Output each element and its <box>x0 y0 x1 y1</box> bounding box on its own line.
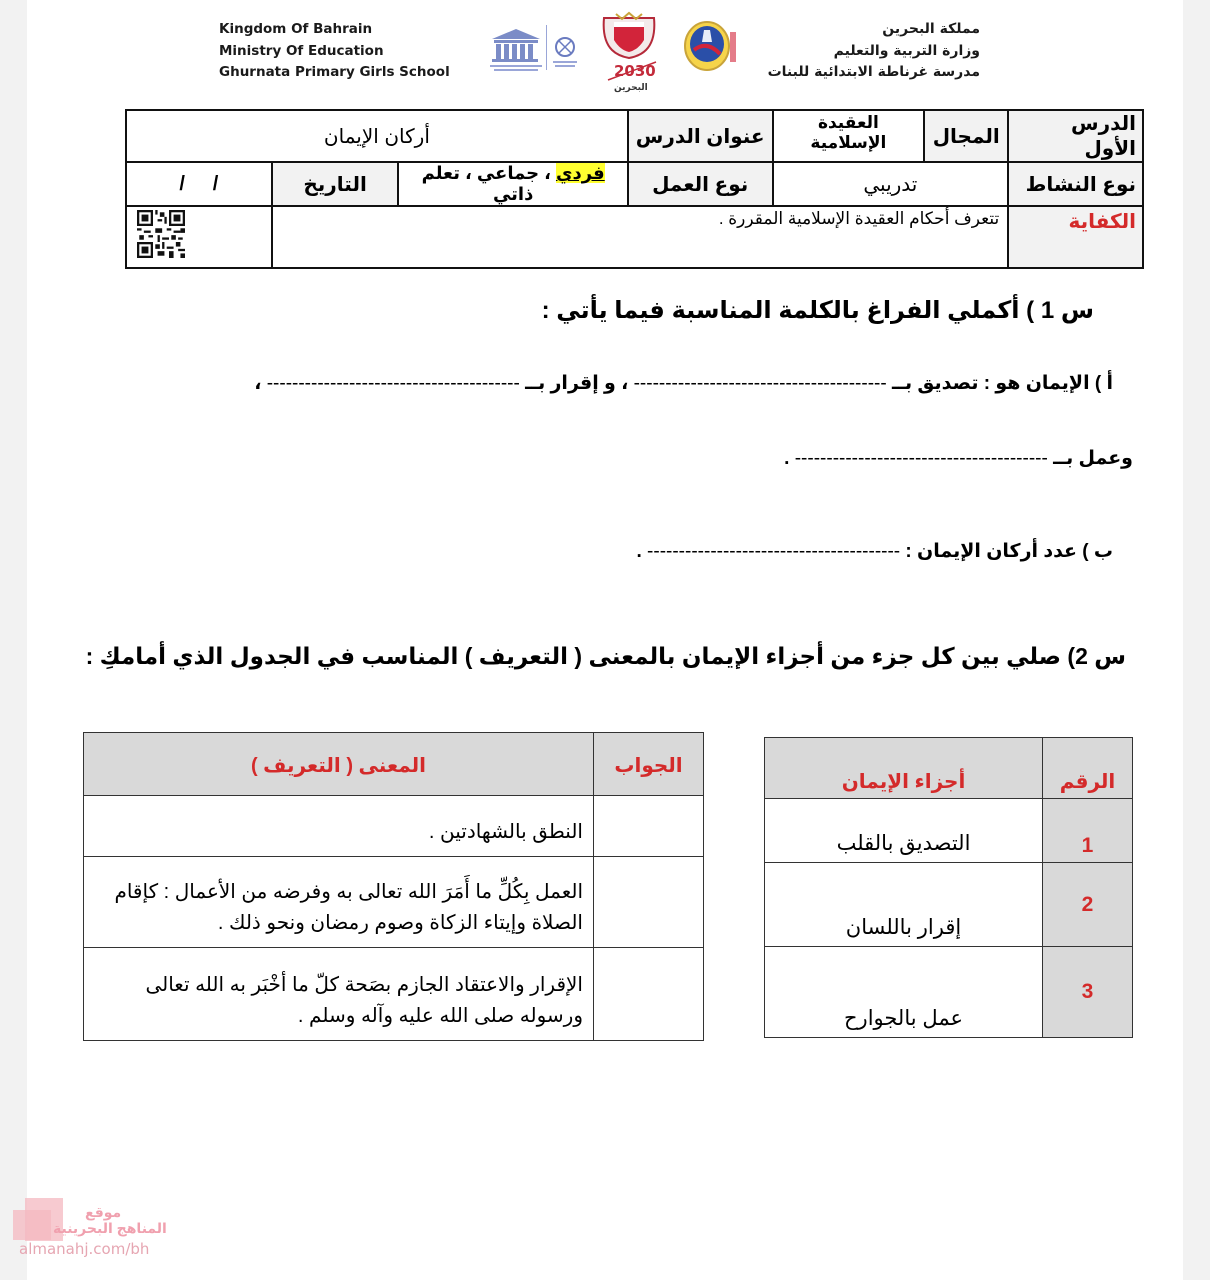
header-arabic <box>768 19 980 84</box>
qr-code-icon <box>137 210 185 258</box>
answer-cell-1[interactable] <box>594 796 704 857</box>
vision-caption: البحرين <box>614 83 648 93</box>
part-text-2: إقرار باللسان <box>765 863 1043 947</box>
meaning-table <box>83 732 704 1041</box>
unesco-logo-icon <box>486 25 546 75</box>
watermark-line2: المناهج البحرينية <box>53 1220 167 1236</box>
header-school: Ghurnata Primary Girls School <box>219 64 450 80</box>
work-type-options <box>398 162 627 206</box>
header-ministry-ar: وزارة التربية والتعليم <box>833 42 980 59</box>
competency-label: الكفاية <box>1008 206 1143 268</box>
activity-type-value: تدريبي <box>773 162 1009 206</box>
meaning-cell-3: الإقرار والاعتقاد الجازم بصَحة كلّ ما أخْبَر به الله تعالى ورسوله صلى الله عليه وآله وسلم . <box>84 948 594 1041</box>
answer-cell-2[interactable] <box>594 857 704 948</box>
lesson-label: الدرس الأول <box>1008 110 1143 162</box>
date-field[interactable]: / / <box>126 162 272 206</box>
lesson-title-value: أركان الإيمان <box>126 110 628 162</box>
watermark-line1: موقع <box>85 1204 122 1220</box>
work-type-other-options: ، جماعي ، تعلم ذاتي <box>421 163 556 204</box>
part-number-1: 1 <box>1043 799 1133 863</box>
meaning-header: المعنى ( التعريف ) <box>84 733 594 796</box>
part-header: أجزاء الإيمان <box>765 738 1043 799</box>
q1b-end: . <box>636 541 648 562</box>
competency-value: تتعرف أحكام العقيدة الإسلامية المقررة . <box>272 206 1009 268</box>
activity-type-label: نوع النشاط <box>1008 162 1143 206</box>
qr-code-cell <box>126 206 272 268</box>
part-text-1: التصديق بالقلب <box>765 799 1043 863</box>
question-1a-line2 <box>784 447 1133 470</box>
header-english <box>219 19 450 84</box>
part-number-2: 2 <box>1043 863 1133 947</box>
q1a-mid: ، و إقرار بــ <box>519 373 634 394</box>
answer-cell-3[interactable] <box>594 948 704 1041</box>
logo-divider <box>546 25 547 70</box>
q1b-prefix: ب ) عدد أركان الإيمان : <box>900 541 1113 562</box>
question-1a-line1 <box>254 372 1113 395</box>
school-emblem-logo-icon <box>549 25 581 73</box>
vision-2030-text: 2030 <box>614 62 656 80</box>
lesson-title-label: عنوان الدرس <box>628 110 773 162</box>
part-number-3: 3 <box>1043 947 1133 1038</box>
question-2-title: س 2) صلي بين كل جزء من أجزاء الإيمان بالمعنى ( التعريف ) المناسب في الجدول الذي أمامكِ : <box>85 643 1126 669</box>
header-ministry: Ministry Of Education <box>219 42 384 59</box>
lesson-info-table <box>125 109 1144 269</box>
work-type-label: نوع العمل <box>628 162 773 206</box>
meaning-cell-2: العمل بِكُلِّ ما أَمَرَ الله تعالى به وفرضه من الأعمال : كإقام الصلاة وإيتاء الزكاة وصوم رمضان ونحو ذلك . <box>84 857 594 948</box>
q1a-prefix: أ ) الإيمان هو : تصديق بــ <box>886 373 1113 394</box>
number-header: الرقم <box>1043 738 1133 799</box>
header-school-ar: مدرسة غرناطة الابتدائية للبنات <box>767 64 980 80</box>
q1b-blank[interactable]: ---------------------------------------- <box>647 541 901 562</box>
domain-value: العقيدة الإسلامية <box>773 110 925 162</box>
school-logo-icon <box>680 20 746 76</box>
meaning-cell-1: النطق بالشهادتين . <box>84 796 594 857</box>
question-1-title: س 1 ) أكملي الفراغ بالكلمة المناسبة فيما يأتي : <box>541 297 1094 324</box>
header-kingdom: Kingdom Of Bahrain <box>219 21 373 37</box>
q1a-blank-1[interactable]: ---------------------------------------- <box>633 373 887 394</box>
part-text-3: عمل بالجوارح <box>765 947 1043 1038</box>
q1a2-end: . <box>784 448 795 469</box>
answer-header: الجواب <box>594 733 704 796</box>
domain-label: المجال <box>924 110 1008 162</box>
question-1b <box>636 540 1113 563</box>
work-type-selected: فردي <box>555 163 605 183</box>
q1a2-prefix: وعمل بــ <box>1047 448 1133 469</box>
q1a-end: ، <box>254 373 267 394</box>
watermark <box>13 1198 173 1268</box>
q1a-blank-2[interactable]: ---------------------------------------- <box>266 373 520 394</box>
date-label: التاريخ <box>272 162 399 206</box>
bahrain-coat-of-arms-icon <box>598 10 660 94</box>
faith-parts-table <box>764 737 1133 1038</box>
q1a-blank-3[interactable]: ---------------------------------------- <box>794 448 1048 469</box>
watermark-url[interactable]: almanahj.com/bh <box>19 1240 150 1258</box>
header-kingdom-ar: مملكة البحرين <box>882 21 980 37</box>
